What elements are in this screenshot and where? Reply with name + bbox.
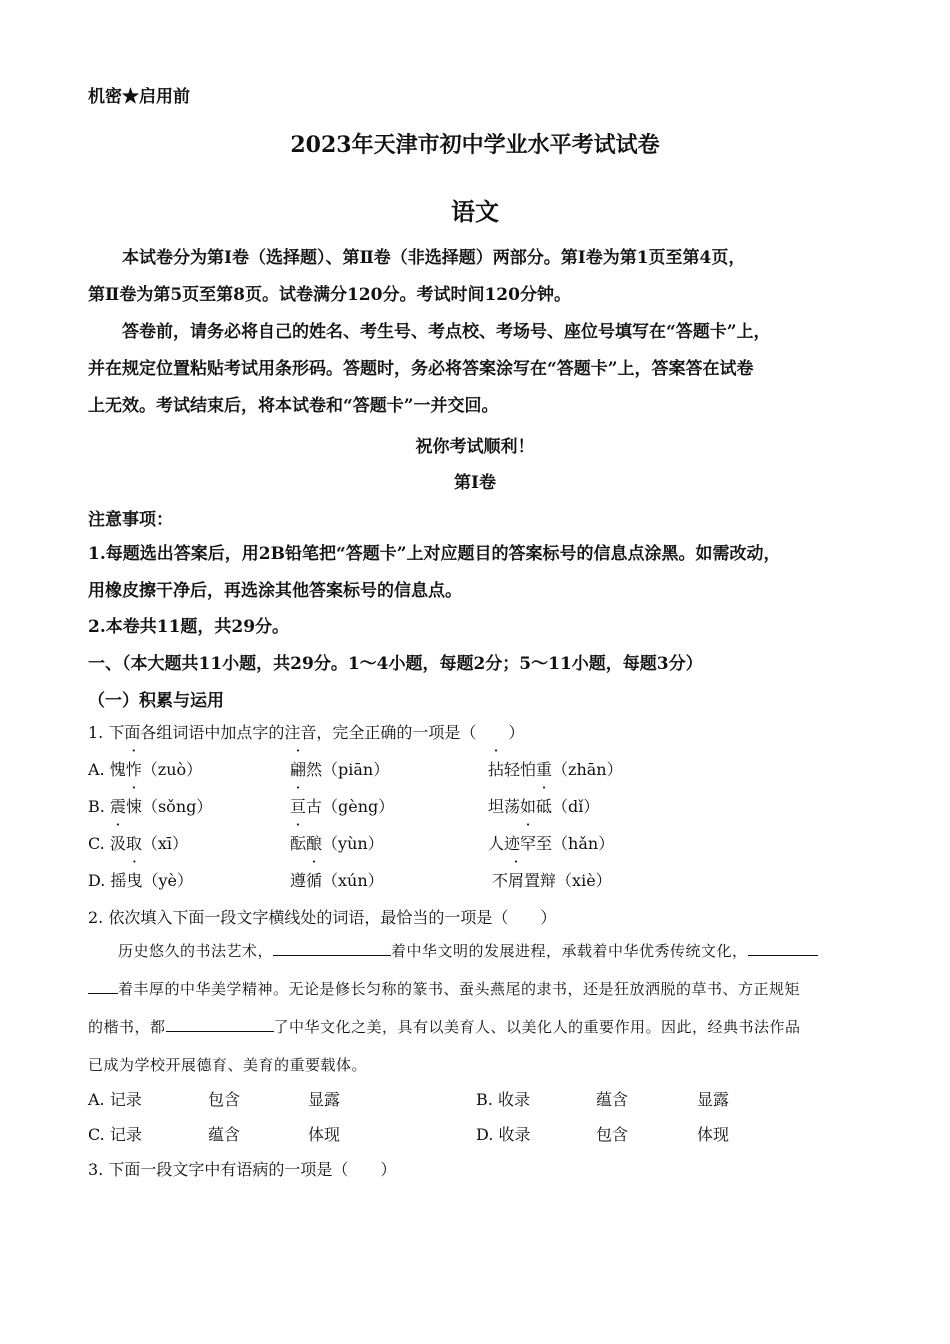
passage-line-1 <box>88 932 863 970</box>
q2-option-a[interactable] <box>88 1087 142 1110</box>
option-label: B. <box>476 1090 493 1109</box>
intro-p1-line1: 本试卷分为第Ⅰ卷（选择题）、第Ⅱ卷（非选择题）两部分。第Ⅰ卷为第1页至第4页， <box>122 248 746 268</box>
word-text: 愧 <box>109 760 126 779</box>
option-word: 记录 <box>109 1125 142 1144</box>
note-1-line2: 用橡皮擦干净后，再选涂其他答案标号的信息点。 <box>88 581 462 601</box>
q1-option-b-word2 <box>290 794 394 817</box>
confidential-label: 机密★启用前 <box>88 87 190 107</box>
option-label: D. <box>476 1125 494 1144</box>
intro-p1-line2: 第Ⅱ卷为第5页至第8页。试卷满分120分。考试时间120分钟。 <box>88 285 571 305</box>
q2-option-c-word3: 体现 <box>308 1125 341 1144</box>
dotted-char: 循 <box>306 871 323 890</box>
intro-paragraph-2 <box>88 314 863 425</box>
word-text: 震 <box>109 797 126 816</box>
q2-option-a-word3: 显露 <box>308 1090 341 1109</box>
intro-paragraph-1 <box>88 240 863 314</box>
fill-blank-3 <box>166 1017 274 1032</box>
passage-text: 历史悠久的书法艺术， <box>118 942 274 960</box>
pinyin: （zuò） <box>141 760 203 779</box>
dotted-char: 悚 <box>125 797 142 816</box>
option-word: 记录 <box>109 1090 142 1109</box>
passage-text: 的楷书，都 <box>88 1018 166 1036</box>
option-label: B. <box>88 797 105 816</box>
fill-blank-2 <box>748 941 818 956</box>
word-text: 遵 <box>290 871 307 890</box>
q2-option-d-word3: 体现 <box>697 1125 730 1144</box>
intro-p2-line2: 并在规定位置粘贴考试用条形码。答题时，务必将答案涂写在“答题卡”上，答案答在试卷 <box>88 359 754 379</box>
word-text: 然 <box>306 760 323 779</box>
part-one-heading: 一、（本大题共11小题，共29分。1～4小题，每题2分；5～11小题，每题3分） <box>88 654 703 674</box>
dotted-char: 亘 <box>290 797 307 816</box>
word-text: 摇 <box>110 871 127 890</box>
word-text: 轻怕重 <box>504 760 553 779</box>
passage-line-2 <box>88 970 863 1008</box>
q1-option-d[interactable] <box>88 868 193 891</box>
option-word: 收录 <box>498 1125 531 1144</box>
dotted-char: 砥 <box>536 797 553 816</box>
pinyin: （xī） <box>141 834 189 853</box>
q1-option-a-word2 <box>290 757 389 780</box>
dotted-char: 酝 <box>290 834 307 853</box>
question-2-stem: 2. 依次填入下面一段文字横线处的词语，最恰当的一项是（ ） <box>88 908 557 927</box>
pinyin: （dǐ） <box>552 797 600 816</box>
exam-title: 2023年天津市初中学业水平考试试卷 <box>290 132 660 158</box>
good-luck-text: 祝你考试顺利！ <box>415 437 535 457</box>
question-1-stem: 1. 下面各组词语中加点字的注音，完全正确的一项是（ ） <box>88 723 525 742</box>
dotted-char: 罕 <box>520 834 537 853</box>
q2-option-d-word2: 包含 <box>596 1125 629 1144</box>
word-text: 至 <box>536 834 553 853</box>
q2-option-b[interactable] <box>476 1087 530 1110</box>
q1-option-a-word3 <box>488 757 623 780</box>
fill-blank-2-cont <box>88 979 118 994</box>
option-label: C. <box>88 834 105 853</box>
q2-option-c[interactable] <box>88 1122 142 1145</box>
word-text: 人迹 <box>488 834 521 853</box>
passage-line-4: 已成为学校开展德育、美育的重要载体。 <box>88 1056 368 1074</box>
dotted-char: 怍 <box>125 760 142 779</box>
word-text: 坦荡如 <box>488 797 537 816</box>
note-2: 2.本卷共11题，共29分。 <box>88 617 290 637</box>
passage-text: 着丰厚的中华美学精神。无论是修长匀称的篆书、蚕头燕尾的隶书，还是狂放洒脱的草书、方正规矩 <box>118 980 801 998</box>
q1-option-d-word2 <box>290 868 384 891</box>
q2-option-b-word3: 显露 <box>697 1090 730 1109</box>
note-1-line1: 1.每题选出答案后，用2B铅笔把“答题卡”上对应题目的答案标号的信息点涂黑。如需改动， <box>88 544 781 564</box>
dotted-char: 翩 <box>290 760 307 779</box>
option-label: C. <box>88 1125 105 1144</box>
q1-option-d-word3 <box>492 868 612 891</box>
word-text: 置辩 <box>524 871 557 890</box>
q1-option-b[interactable] <box>88 794 212 817</box>
pinyin: （piān） <box>322 760 390 779</box>
volume-label: 第Ⅰ卷 <box>454 473 496 493</box>
pinyin: （gèng） <box>322 797 395 816</box>
dotted-char: 拈 <box>488 760 505 779</box>
q1-option-c-word2 <box>290 831 384 854</box>
notes-heading: 注意事项： <box>88 510 173 530</box>
intro-p2-line1: 答卷前，请务必将自己的姓名、考生号、考点校、考场号、座位号填写在“答题卡”上， <box>122 322 771 342</box>
intro-p2-line3: 上无效。考试结束后，将本试卷和“答题卡”一并交回。 <box>88 396 499 416</box>
pinyin: （xún） <box>322 871 384 890</box>
q1-option-b-word3 <box>488 794 599 817</box>
q2-option-d[interactable] <box>476 1122 530 1145</box>
pinyin: （zhān） <box>552 760 623 779</box>
word-text: 不 <box>492 871 509 890</box>
word-text: 酿 <box>306 834 323 853</box>
dotted-char: 曳 <box>126 871 143 890</box>
question-3-stem: 3. 下面一段文字中有语病的一项是（ ） <box>88 1160 397 1179</box>
q2-option-b-word2: 蕴含 <box>596 1090 629 1109</box>
pinyin: （hǎn） <box>552 834 615 853</box>
q2-option-c-word2: 蕴含 <box>208 1125 241 1144</box>
fill-blank-1 <box>273 941 391 956</box>
pinyin: （yè） <box>142 871 193 890</box>
q1-option-a[interactable] <box>88 757 202 780</box>
pinyin: （xiè） <box>556 871 612 890</box>
option-word: 收录 <box>497 1090 530 1109</box>
question-2-passage <box>88 932 863 1084</box>
q2-option-a-word2: 包含 <box>208 1090 241 1109</box>
passage-text: 着中华文明的发展进程，承载着中华优秀传统文化， <box>391 942 748 960</box>
option-label: A. <box>88 1090 105 1109</box>
dotted-char: 汲 <box>109 834 126 853</box>
q1-option-c-word3 <box>488 831 614 854</box>
word-text: 取 <box>125 834 142 853</box>
option-label: D. <box>88 871 106 890</box>
q1-option-c[interactable] <box>88 831 188 854</box>
dotted-char: 屑 <box>508 871 525 890</box>
subsection-heading: （一）积累与运用 <box>88 691 224 711</box>
passage-line-3 <box>88 1008 863 1046</box>
word-text: 古 <box>306 797 323 816</box>
pinyin: （yùn） <box>322 834 384 853</box>
pinyin: （sǒng） <box>141 797 213 816</box>
passage-text: 了中华文化之美，具有以美育人、以美化人的重要作用。因此，经典书法作品 <box>273 1018 801 1036</box>
subject-title: 语文 <box>451 197 499 226</box>
option-label: A. <box>88 760 105 779</box>
